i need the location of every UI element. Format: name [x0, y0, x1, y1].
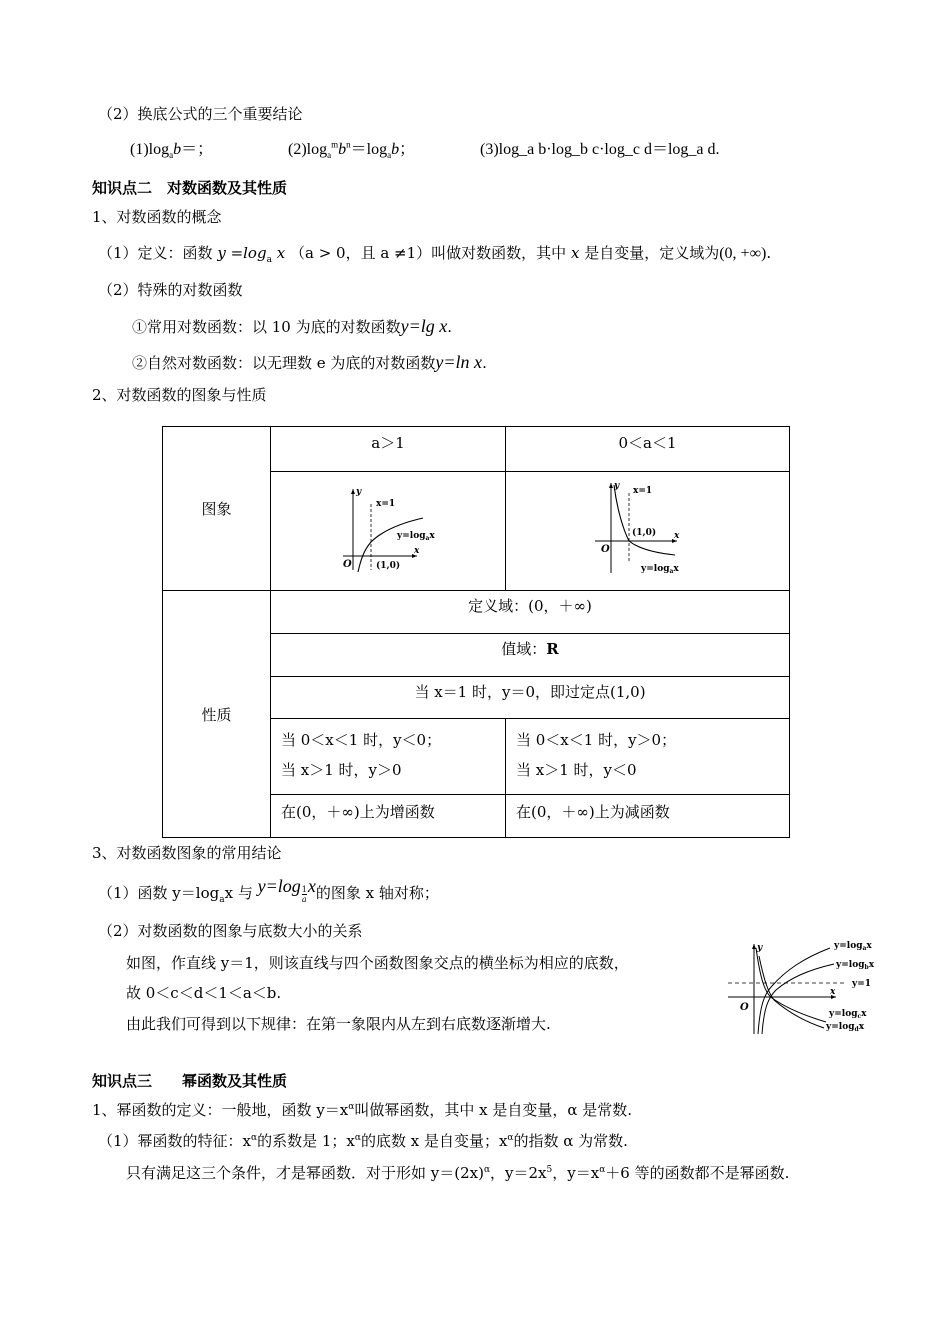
log-properties-table: [162, 426, 790, 838]
log-graph-decreasing: [593, 479, 703, 579]
g2-origin: O: [600, 544, 610, 555]
conclusion-1: $(1)\log_ab=$；: [130, 141, 214, 161]
row-graph-header: 图象: [163, 427, 271, 591]
kp2-title: 知识点二 对数函数及其性质: [92, 179, 288, 197]
four-log-curves-figure: [724, 936, 894, 1036]
monotonic-inc-cell: 在(0，＋∞)上为增函数: [271, 795, 506, 838]
g1-curve-label: $y=\log_ax$: [397, 531, 435, 542]
graph-decreasing-cell: [506, 472, 790, 591]
monotonic-dec-cell: 在(0，＋∞)上为减函数: [506, 795, 790, 838]
sign-right-1: 当 0＜x＜1 时，y＞0；: [516, 731, 677, 749]
g2-line-label: x=1: [632, 486, 652, 496]
kp3-title: 知识点三 幂函数及其性质: [92, 1072, 288, 1090]
log-graph-increasing: [333, 484, 443, 574]
sign-left-1: 当 0＜x＜1 时，y＜0；: [281, 731, 442, 749]
base-relation-1: 如图，作直线 y＝1，则该直线与四个函数图象交点的横坐标为相应的底数，: [126, 954, 629, 972]
g2-point-label: (1,0): [631, 528, 656, 538]
symmetry-statement: （1）函数 $y=\log_ax$ 与 y=log $\frac{1}{a}$ x的图象 x 轴对称；: [98, 876, 439, 905]
g1-origin: O: [343, 559, 352, 570]
graph-increasing-cell: [271, 472, 506, 591]
g2-x-label: x: [673, 531, 679, 541]
base-fraction: $\frac{1}{a}$: [301, 884, 307, 904]
change-base-title: （2）换底公式的三个重要结论: [98, 105, 303, 123]
fig-label-y1: y=1: [852, 979, 872, 989]
g1-line-label: x=1: [376, 499, 396, 509]
sign-right-cell: [506, 719, 790, 795]
kp2-heading-3: 3、对数函数图象的常用结论: [92, 844, 282, 862]
sign-left-2: 当 x＞1 时，y＞0: [281, 761, 402, 779]
log-definition: （1）定义：函数 $y =\log_a$ x （a > 0，且 a ≠1）叫做对数函数，其中 x 是自变量，定义域为(0, +∞).: [98, 244, 772, 265]
sign-left-cell: [271, 719, 506, 795]
fig-label-b: $y=\log_bx$: [836, 960, 875, 971]
base-relation-2: 故 0＜c＜d＜1＜a＜b.: [126, 984, 282, 1002]
sign-right-2: 当 x＞1 时，y＜0: [516, 761, 637, 779]
special-log-title: （2）特殊的对数函数: [98, 281, 243, 299]
conclusion-2: $(2)\log_a^mb^n=\log_ab$；: [288, 139, 416, 161]
fig-y-label: y: [757, 943, 763, 953]
common-log: ①常用对数函数：以 10 为底的对数函数y=lg x.: [132, 316, 453, 336]
kp2-heading-2: 2、对数函数的图象与性质: [92, 386, 267, 404]
power-features: （1）幂函数的特征：$x^\alpha$的系数是 1；$x^\alpha$的底数 x 是自变量；$x^\alpha$的指数 α 为常数.: [98, 1132, 628, 1150]
col-a-lt-1: 0＜a＜1: [506, 427, 790, 472]
fig-label-a: $y=\log_ax$: [834, 941, 872, 952]
domain-cell: 定义域：(0，＋∞): [271, 591, 790, 634]
fig-label-d: $y=\log_dx$: [826, 1022, 865, 1033]
fixed-point-cell: 当 x＝1 时，y＝0，即过定点(1,0): [271, 677, 790, 719]
fig-x-label: x: [830, 987, 836, 997]
g1-y-label: y: [356, 487, 362, 497]
power-definition: 1、幂函数的定义：一般地，函数 $y=x^\alpha$叫做幂函数，其中 x 是自变量，α 是常数.: [92, 1101, 632, 1119]
g2-curve-label: $y=\log_ax$: [640, 564, 679, 575]
row-props-header: 性质: [163, 591, 271, 838]
fig-origin: O: [740, 1002, 749, 1013]
range-cell: 值域：R: [271, 634, 790, 677]
base-relation-title: （2）对数函数的图象与底数大小的关系: [98, 922, 363, 940]
power-note: 只有满足这三个条件，才是幂函数．对于形如 $y=(2x)^\alpha$，$y=2x^5$，$y=x^\alpha+6$ 等的函数都不是幂函数.: [126, 1164, 790, 1182]
g1-point-label: (1,0): [376, 561, 401, 571]
conclusion-3: (3)log_a b·log_b c·log_c d＝log_a d.: [480, 141, 720, 158]
g2-y-label: y: [613, 481, 619, 491]
g1-x-label: x: [414, 546, 420, 556]
natural-log: ②自然对数函数：以无理数 e 为底的对数函数y=ln x.: [132, 352, 487, 372]
base-relation-3: 由此我们可得到以下规律：在第一象限内从左到右底数逐渐增大.: [126, 1015, 551, 1033]
col-a-gt-1: a＞1: [271, 427, 506, 472]
kp2-heading-1: 1、对数函数的概念: [92, 208, 222, 226]
fig-label-c: $y=\log_cx$: [829, 1009, 867, 1020]
